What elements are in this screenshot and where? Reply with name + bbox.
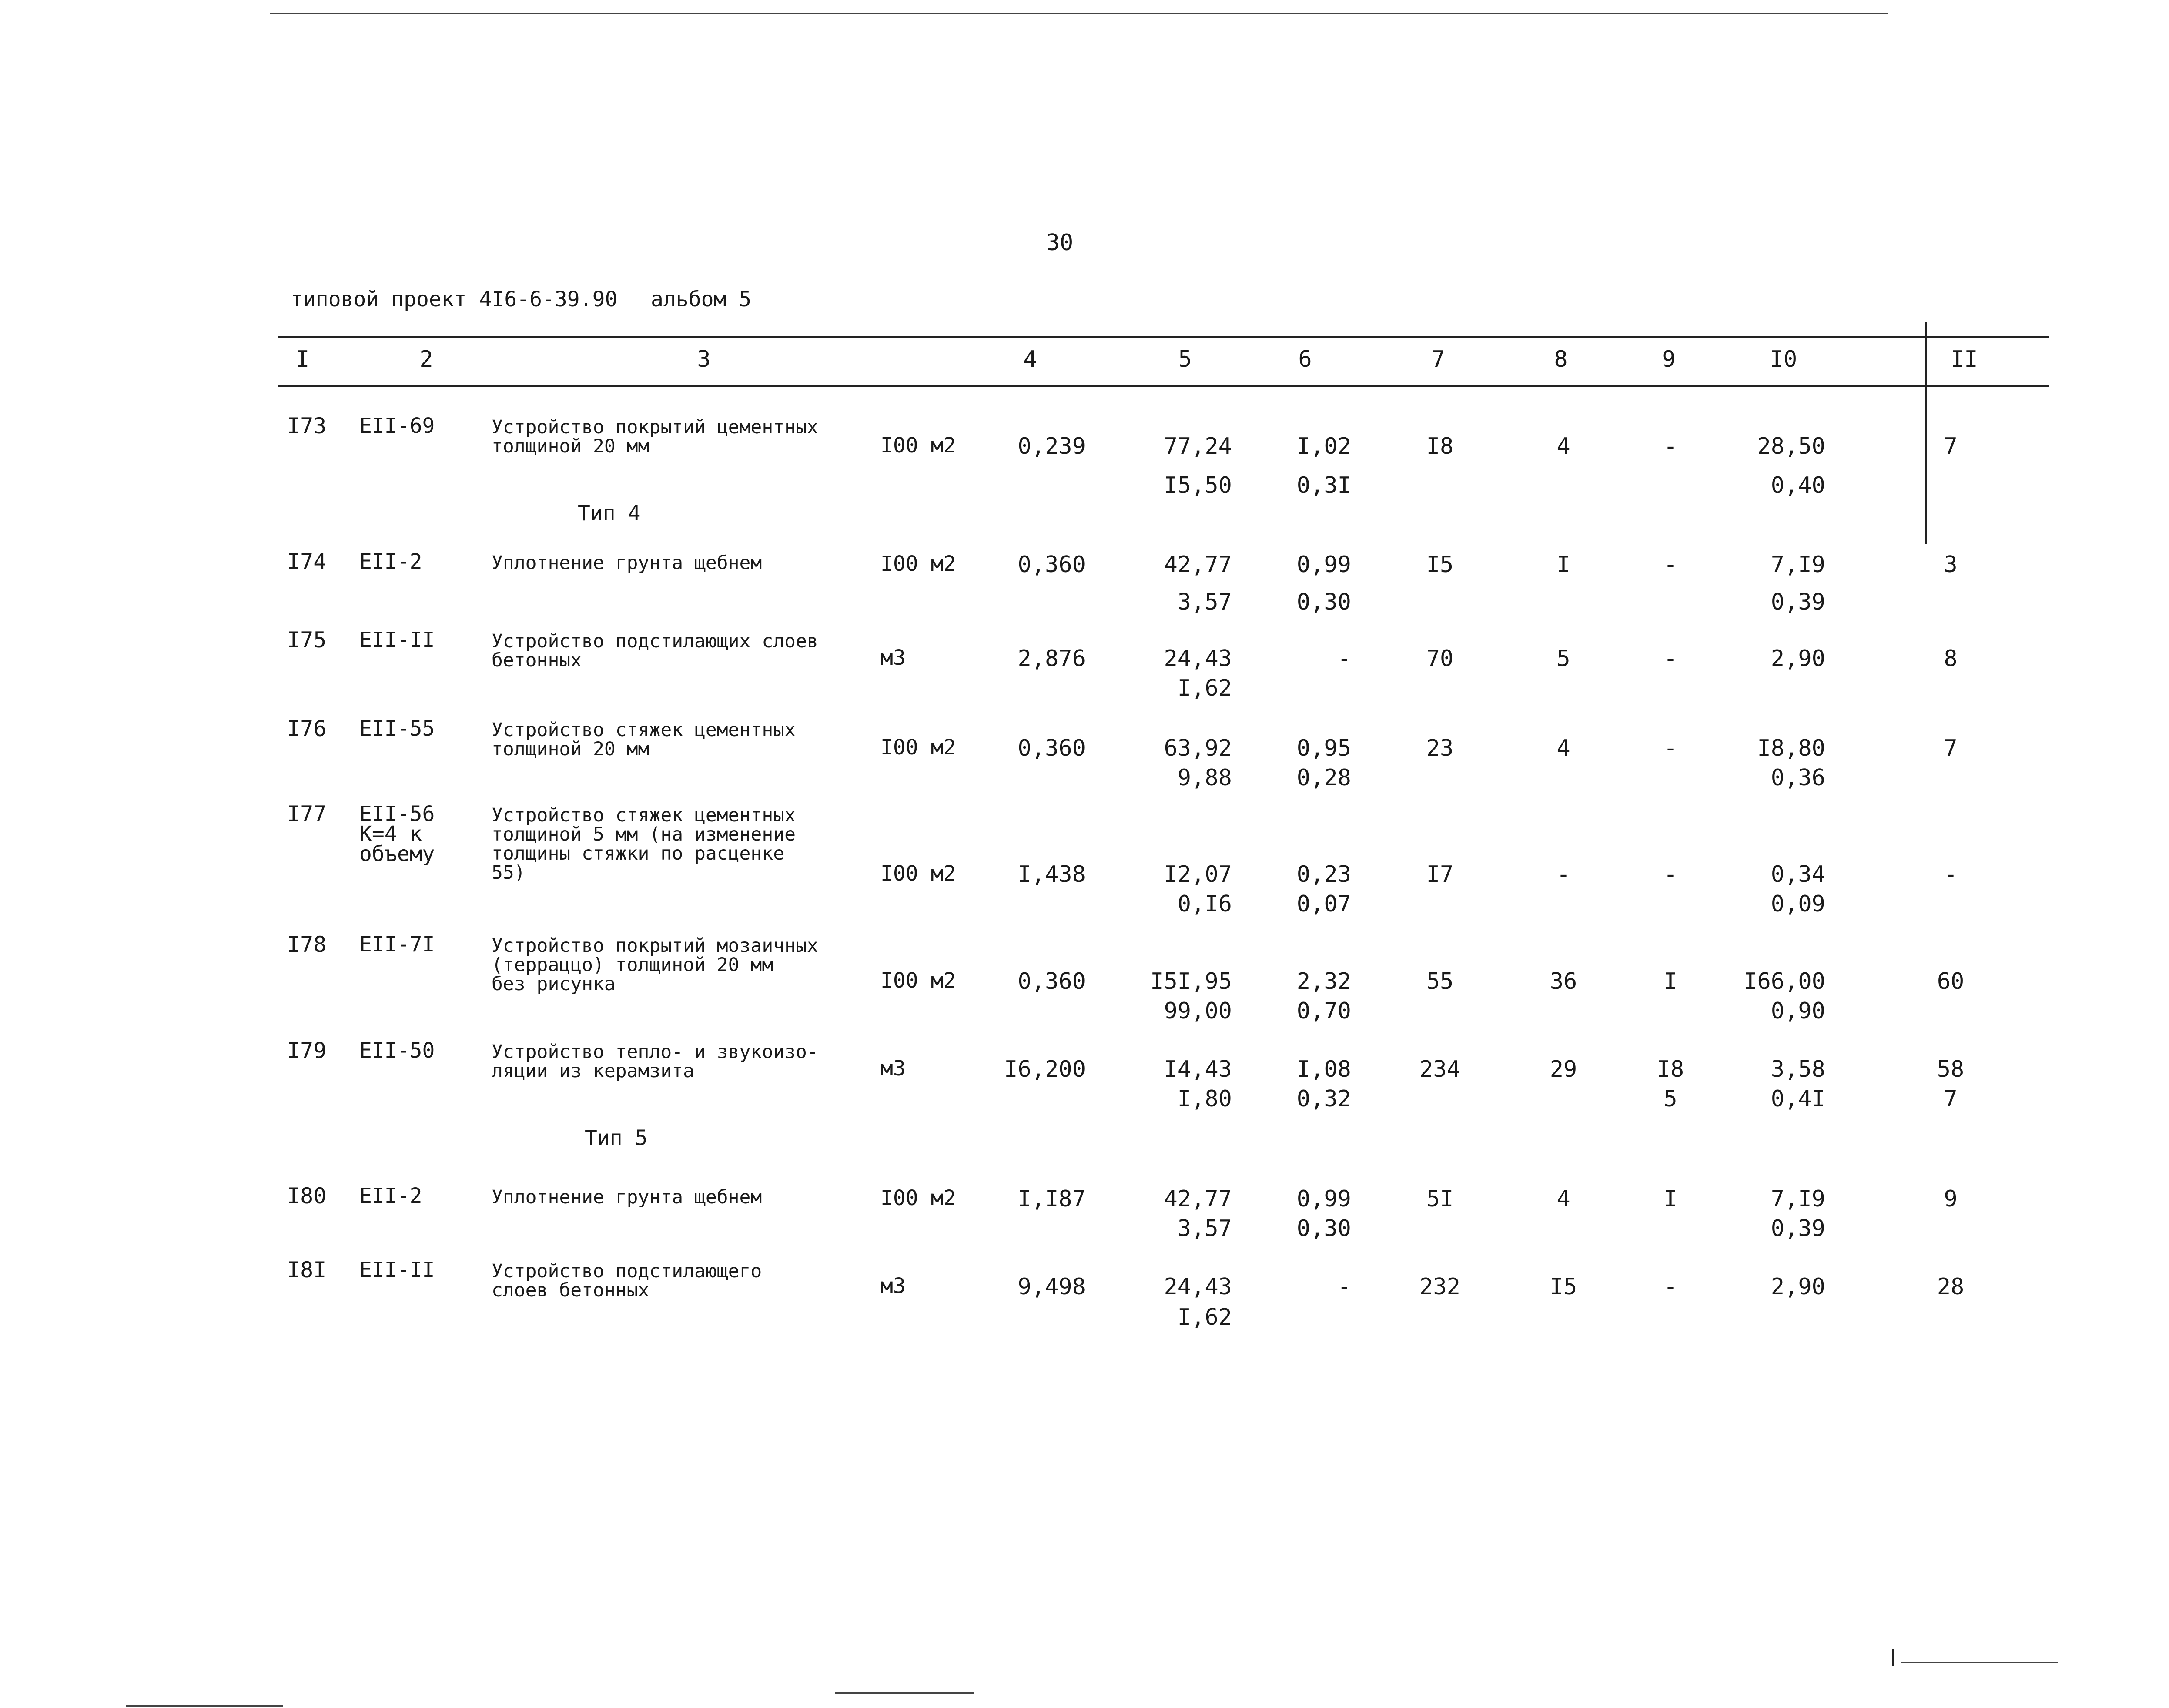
col6-main: 0,95 xyxy=(1296,735,1351,761)
col9-value: - xyxy=(1664,646,1677,672)
col7-value: 23 xyxy=(1426,735,1454,761)
col7-value: I8 xyxy=(1426,433,1454,459)
column-header-1: I xyxy=(296,346,310,372)
col10-sub: 0,39 xyxy=(1771,589,1825,615)
col10-sub: 0,39 xyxy=(1771,1216,1825,1242)
table-header-rule xyxy=(278,385,2049,387)
col5-sub: I5,50 xyxy=(1164,472,1232,499)
col5-sub: 9,88 xyxy=(1177,765,1232,791)
col10-main: I8,80 xyxy=(1757,735,1825,761)
col6-main: 0,99 xyxy=(1296,552,1351,578)
col8-value: 4 xyxy=(1556,433,1570,459)
work-description: Устройство подстилающих слоев бетонных xyxy=(492,630,818,671)
col11-value: 3 xyxy=(1944,552,1958,578)
bottom-center-line xyxy=(835,1692,974,1694)
work-description: Устройство покрытий цементных толщиной 20 мм xyxy=(492,416,818,457)
col11-value: 58 xyxy=(1937,1056,1965,1082)
top-edge-line xyxy=(270,13,1888,14)
col11-divider xyxy=(1925,322,1927,544)
page-number: 30 xyxy=(1046,230,1074,256)
work-description: Устройство стяжек цементных толщиной 5 мм (на изменение толщины стяжки по расценке 55) xyxy=(492,804,796,884)
col8-value: 4 xyxy=(1556,1186,1570,1212)
quantity: I6,200 xyxy=(1004,1056,1086,1082)
col8-value: I xyxy=(1556,552,1570,578)
column-header-6: 6 xyxy=(1298,346,1312,372)
col5-sub: I,62 xyxy=(1177,1304,1232,1330)
col5-main: 42,77 xyxy=(1164,552,1232,578)
col6-sub: 0,32 xyxy=(1296,1086,1351,1112)
work-description: Устройство подстилающего слоев бетонных xyxy=(492,1260,762,1301)
col10-sub: 0,36 xyxy=(1771,765,1825,791)
col9-value: - xyxy=(1664,552,1677,578)
col5-main: I4,43 xyxy=(1164,1056,1232,1082)
col7-value: 232 xyxy=(1419,1274,1460,1300)
row-number: I76 xyxy=(287,716,327,741)
col6-main: - xyxy=(1337,1274,1351,1300)
quantity: I,I87 xyxy=(1018,1186,1086,1212)
col5-main: 77,24 xyxy=(1164,433,1232,459)
col11-value: 7 xyxy=(1944,735,1958,761)
col10-main: 0,34 xyxy=(1771,861,1825,887)
work-description: Уплотнение грунта щебнем xyxy=(492,552,762,574)
col10-sub: 0,40 xyxy=(1771,472,1825,499)
col5-main: I2,07 xyxy=(1164,861,1232,887)
col6-main: 0,99 xyxy=(1296,1186,1351,1212)
col9-value: - xyxy=(1664,433,1677,459)
quantity: 2,876 xyxy=(1018,646,1086,672)
col6-main: I,08 xyxy=(1296,1056,1351,1082)
type-5-label: Тип 5 xyxy=(585,1126,648,1150)
col7-value: 234 xyxy=(1419,1056,1460,1082)
unit-of-measure: I00 м2 xyxy=(880,433,956,458)
col5-sub: 99,00 xyxy=(1164,998,1232,1024)
quantity: 0,239 xyxy=(1018,433,1086,459)
col11-sub: 7 xyxy=(1944,1086,1958,1112)
album-label: альбом 5 xyxy=(651,287,752,311)
project-title: типовой проект 4I6-6-39.90 xyxy=(291,287,618,311)
col9-sub: 5 xyxy=(1664,1086,1677,1112)
col10-sub: 0,4I xyxy=(1771,1086,1825,1112)
row-number: I73 xyxy=(287,413,327,439)
rate-code: EII-56 K=4 к объему xyxy=(359,802,435,866)
unit-of-measure: м3 xyxy=(880,1056,906,1081)
row-number: I77 xyxy=(287,801,327,827)
column-header-7: 7 xyxy=(1431,346,1445,372)
work-description: Устройство тепло- и звукоизо- ляции из керамзита xyxy=(492,1041,818,1082)
column-header-4: 4 xyxy=(1023,346,1037,372)
col6-main: 2,32 xyxy=(1296,968,1351,995)
rate-code: EII-7I xyxy=(359,932,435,957)
rate-code: EII-2 xyxy=(359,1184,422,1208)
col5-main: I5I,95 xyxy=(1150,968,1232,995)
column-header-11: II xyxy=(1951,346,1978,372)
col6-main: I,02 xyxy=(1296,433,1351,459)
col10-main: 7,I9 xyxy=(1771,552,1825,578)
rate-code: EII-55 xyxy=(359,717,435,741)
col6-main: 0,23 xyxy=(1296,861,1351,887)
bottom-left-line xyxy=(126,1705,283,1707)
unit-of-measure: I00 м2 xyxy=(880,552,956,576)
row-number: I79 xyxy=(287,1038,327,1063)
col10-main: 2,90 xyxy=(1771,646,1825,672)
work-description: Уплотнение грунта щебнем xyxy=(492,1186,762,1208)
col6-main: - xyxy=(1337,646,1351,672)
column-header-2: 2 xyxy=(419,346,433,372)
col8-value: 5 xyxy=(1556,646,1570,672)
col5-sub: I,80 xyxy=(1177,1086,1232,1112)
col6-sub: 0,70 xyxy=(1296,998,1351,1024)
rate-code: EII-II xyxy=(359,628,435,652)
col11-value: 28 xyxy=(1937,1274,1965,1300)
column-header-8: 8 xyxy=(1554,346,1568,372)
col9-value: I8 xyxy=(1657,1056,1684,1082)
quantity: 0,360 xyxy=(1018,552,1086,578)
col11-value: 60 xyxy=(1937,968,1965,995)
col11-value: 8 xyxy=(1944,646,1958,672)
quantity: 0,360 xyxy=(1018,735,1086,761)
col9-value: I xyxy=(1664,1186,1677,1212)
bottom-right-tick xyxy=(1892,1649,1894,1666)
rate-code: EII-II xyxy=(359,1258,435,1282)
col6-sub: 0,07 xyxy=(1296,891,1351,917)
col10-main: 2,90 xyxy=(1771,1274,1825,1300)
col6-sub: 0,28 xyxy=(1296,765,1351,791)
quantity: 9,498 xyxy=(1018,1274,1086,1300)
col9-value: - xyxy=(1664,861,1677,887)
col6-sub: 0,3I xyxy=(1296,472,1351,499)
row-number: I80 xyxy=(287,1183,327,1209)
col8-value: 36 xyxy=(1550,968,1577,995)
quantity: 0,360 xyxy=(1018,968,1086,995)
col9-value: - xyxy=(1664,1274,1677,1300)
col11-value: - xyxy=(1944,861,1958,887)
col10-main: 28,50 xyxy=(1757,433,1825,459)
col6-sub: 0,30 xyxy=(1296,589,1351,615)
unit-of-measure: м3 xyxy=(880,1274,906,1298)
col10-main: I66,00 xyxy=(1744,968,1825,995)
work-description: Устройство покрытий мозаичных (терраццо) толщиной 20 мм без рисунка xyxy=(492,935,818,995)
col10-main: 3,58 xyxy=(1771,1056,1825,1082)
column-header-3: 3 xyxy=(697,346,711,372)
col5-main: 42,77 xyxy=(1164,1186,1232,1212)
column-header-9: 9 xyxy=(1662,346,1676,372)
col8-value: 4 xyxy=(1556,735,1570,761)
col7-value: I5 xyxy=(1426,552,1454,578)
col7-value: 70 xyxy=(1426,646,1454,672)
row-number: I75 xyxy=(287,627,327,653)
col9-value: I xyxy=(1664,968,1677,995)
unit-of-measure: м3 xyxy=(880,646,906,670)
col5-sub: 0,I6 xyxy=(1177,891,1232,917)
col9-value: - xyxy=(1664,735,1677,761)
rate-code: EII-69 xyxy=(359,414,435,438)
col11-value: 9 xyxy=(1944,1186,1958,1212)
col5-main: 24,43 xyxy=(1164,1274,1232,1300)
row-number: I74 xyxy=(287,549,327,574)
col6-sub: 0,30 xyxy=(1296,1216,1351,1242)
rate-code: EII-2 xyxy=(359,549,422,574)
unit-of-measure: I00 м2 xyxy=(880,1186,956,1210)
col7-value: I7 xyxy=(1426,861,1454,887)
type-4-label: Тип 4 xyxy=(578,501,641,526)
bottom-right-line xyxy=(1901,1662,2058,1663)
unit-of-measure: I00 м2 xyxy=(880,968,956,993)
col11-value: 7 xyxy=(1944,433,1958,459)
col8-value: 29 xyxy=(1550,1056,1577,1082)
row-number: I8I xyxy=(287,1257,327,1283)
work-description: Устройство стяжек цементных толщиной 20 мм xyxy=(492,719,796,760)
column-header-5: 5 xyxy=(1178,346,1192,372)
col5-sub: 3,57 xyxy=(1177,1216,1232,1242)
table-top-rule xyxy=(278,336,2049,338)
row-number: I78 xyxy=(287,932,327,957)
unit-of-measure: I00 м2 xyxy=(880,735,956,760)
col10-main: 7,I9 xyxy=(1771,1186,1825,1212)
rate-code: EII-50 xyxy=(359,1038,435,1063)
unit-of-measure: I00 м2 xyxy=(880,861,956,886)
column-header-10: I0 xyxy=(1770,346,1797,372)
col5-sub: 3,57 xyxy=(1177,589,1232,615)
col5-sub: I,62 xyxy=(1177,675,1232,701)
col7-value: 55 xyxy=(1426,968,1454,995)
col10-sub: 0,09 xyxy=(1771,891,1825,917)
quantity: I,438 xyxy=(1018,861,1086,887)
col10-sub: 0,90 xyxy=(1771,998,1825,1024)
col5-main: 63,92 xyxy=(1164,735,1232,761)
col8-value: I5 xyxy=(1550,1274,1577,1300)
col5-main: 24,43 xyxy=(1164,646,1232,672)
col7-value: 5I xyxy=(1426,1186,1454,1212)
col8-value: - xyxy=(1556,861,1570,887)
